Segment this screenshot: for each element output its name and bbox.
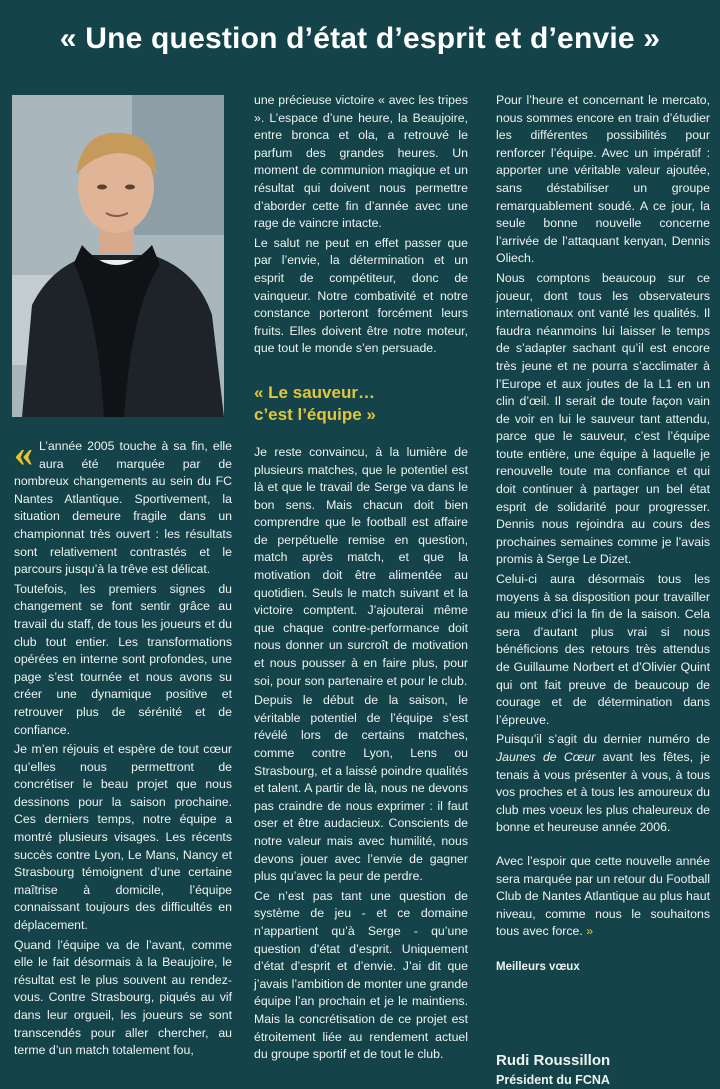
signature-block bbox=[496, 1051, 710, 1089]
portrait-photo-illustration bbox=[12, 95, 224, 417]
paragraph: Nous comptons beaucoup sur ce joueur, dont tous les observateurs internationaux ont vanté les qualités. Il faudra néanmoins lui laisser le temps de s’adapter sachant qu’il est encore très jeune et ne pourra s’acclimater à l’Europe et aux joutes de la L1 en un clin d’œil. Il serait de toute façon vain de voir en lui le sauveur tant attendu, parce que le sauveur, c’est l’équipe toute entière, une équipe à laquelle je renouvelle toute ma confiance et qui doit continuer à partager un bel état esprit de solidarité pour progresser. Dennis nous rejoindra au cours des prochaines semaines comme je l’avais promis à Serge Le Dizet. bbox=[496, 270, 710, 567]
opening-quote-mark: « bbox=[14, 433, 33, 475]
article-column-3 bbox=[496, 92, 710, 1089]
paragraph: une précieuse victoire « avec les tripes ». L’espace d’une heure, la Beaujoire, entre bronca et ola, a retrouvé le parfum des grandes heures. Un moment de communion magique et un résultat qui doivent nous permettre d’aborder cette fin d’année avec une rage de vaincre intacte. bbox=[254, 93, 468, 231]
signature-role: Président du FCNA bbox=[496, 1072, 610, 1087]
paragraph: Ce n’est pas tant une question de système de jeu - et ce domaine n’appartient qu’à Serge - qu’une question d’état d’esprit. Uniquement d’état d’esprit et d’envie. J’ai dit que j’avais l’ambition de monter une grande équipe l’an prochain et je le maintiens. Mais la concrétisation de ce projet est étroitement liée au rendement actuel du groupe sportif et de tout le club. bbox=[254, 888, 468, 1062]
magazine-title: Jaunes de Cœur bbox=[496, 749, 596, 764]
article-column-2 bbox=[254, 92, 468, 1066]
paragraph: Pour l’heure et concernant le mercato, nous sommes encore en train d’étudier les différentes possibilités pour renforcer l’équipe. Avec un impératif : apporter une véritable valeur ajoutée, sans déstabiliser un groupe remarquablement soudé. A ce jour, la seule bonne nouvelle concerne l’arrivée de l’attaquant kenyan, Dennis Oliech. bbox=[496, 93, 710, 266]
paragraph: Depuis le début de la saison, le véritable potentiel de l’équipe s’est révélé lors de certains matches, comme contre Lyon, Lens ou Strasbourg, et a laissé poindre qualités et talent. A partir de là, nous ne devons pas craindre de nous exprimer : il faut oser et être audacieux. Conscients de notre valeur mais avec humilité, nous devons jouer avec l’envie de gagner plus qu’avec la peur de perdre. bbox=[254, 693, 468, 884]
closing-quote-mark: » bbox=[582, 924, 594, 939]
paragraph: Toutefois, les premiers signes du changement se font sentir grâce au travail du staff, de tous les joueurs et du club tout entier. Les transformations opérées en interne sont profondes, une page s’est tournée et nous avons su créer une dynamique positive et retrouver plus de sérénité et de confiance. bbox=[14, 581, 232, 737]
portrait-photo bbox=[12, 95, 224, 417]
wishes-line: Meilleurs vœux bbox=[496, 960, 580, 973]
paragraph: Puisqu’il s’agit du dernier numéro de Jaunes de Cœur avant les fêtes, je tenais à vous présenter à vous, à tous vos proches et à tous les amoureux du club mes voeux les plus chaleureux de bonne et heureuse année 2006. bbox=[496, 732, 710, 835]
closing-paragraph: Avec l’espoir que cette nouvelle année sera marquée par un retour du Football Club de Nantes Atlantique au plus haut niveau, comme nous le souhaitons tous avec force. » bbox=[496, 853, 710, 939]
signature-name: Rudi Roussillon bbox=[496, 1051, 611, 1069]
section-subheading: « Le sauveur… c’est l’équipe » bbox=[254, 382, 376, 424]
paragraph: Le salut ne peut en effet passer que par l’envie, la détermination et un esprit de compétiteur, donc de vainqueur. Notre combativité et notre constance porteront forcément leurs fruits. Elles doivent être notre moteur, que tout le monde s’en persuade. bbox=[254, 235, 468, 356]
paragraph: Celui-ci aura désormais tous les moyens à sa disposition pour travailler au mieux d’ici la fin de la saison. Cela sera d’autant plus vrai si nous bénéficions des retours très attendus de Guillaume Norbert et d’Olivier Quint qui ont fait preuve de beaucoup de courage et de détermination dans l’épreuve. bbox=[496, 572, 710, 727]
paragraph: Je reste convaincu, à la lumière de plusieurs matches, que le potentiel est là et que le travail de Serge va dans le bon sens. Mais chacun doit bien comprendre que le football est affaire de perpétuelle remise en question, match après match, et que la motivation doit être alimentée au quotidien. Seuls le match suivant et la victoire comptent. J’ajouterai même que chaque contre-performance doit nous donner un surcroît de motivation et nous pousser à en faire plus, pour soi, pour son partenaire et pour le club. bbox=[254, 444, 468, 688]
paragraph: « L’année 2005 touche à sa fin, elle aura été marquée par de nombreux changements au sein du FC Nantes Atlantique. Sportivement, la situation demeure fragile dans un championnat très ouvert : les résultats sont relativement contrastés et le parcours jusqu’à la trêve est délicat. bbox=[14, 433, 232, 577]
paragraph: Je m’en réjouis et espère de tout cœur qu’elles nous permettront de concrétiser le beau projet que nous dessinons pour la saison prochaine. Ces derniers temps, notre équipe a montré plusieurs visages. Les récents succès contre Lyon, Le Mans, Nancy et Strasbourg témoignent d’une certaine maîtrise à domicile, l’équipe connaissant toujours des difficultés en déplacement. bbox=[14, 742, 232, 933]
article-column-1 bbox=[14, 433, 232, 1062]
page-title: « Une question d’état d’esprit et d’envie » bbox=[59, 22, 661, 55]
paragraph: Quand l’équipe va de l’avant, comme elle le fait désormais à la Beaujoire, le résultat est le plus souvent au rendez-vous. Contre Strasbourg, piqués au vif dans leur orgueil, les joueurs se sont transcendés pour aller chercher, au terme d’un match totalement fou, bbox=[14, 937, 232, 1058]
